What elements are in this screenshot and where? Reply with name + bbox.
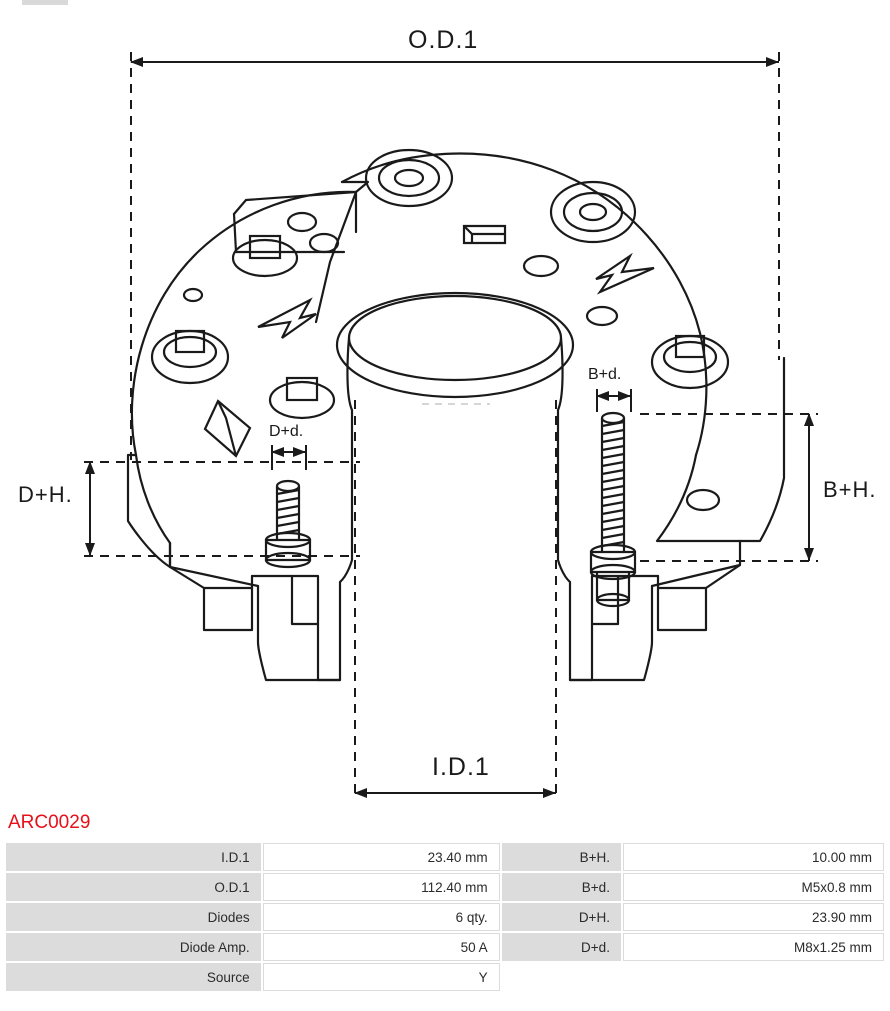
dimension-label-id1: I.D.1	[432, 753, 490, 781]
dimension-label-d-d: D+d.	[269, 423, 304, 440]
spec-label-od1: O.D.1	[6, 873, 261, 901]
spec-label-diode-amp: Diode Amp.	[6, 933, 261, 961]
spec-label-diodes: Diodes	[6, 903, 261, 931]
spec-label-source: Source	[6, 963, 261, 991]
dimension-label-od1: O.D.1	[408, 26, 479, 54]
dimension-label-b-d: B+d.	[588, 366, 622, 383]
spec-value-od1: 112.40 mm	[263, 873, 500, 901]
spec-empty-cell-1	[502, 963, 621, 991]
face-screw-heads	[164, 236, 716, 418]
spec-value-bd: M5x0.8 mm	[623, 873, 884, 901]
spec-label-bh: B+H.	[502, 843, 621, 871]
specifications-table	[4, 841, 886, 993]
spec-value-dd: M8x1.25 mm	[623, 933, 884, 961]
spec-value-source: Y	[263, 963, 500, 991]
part-number: ARC0029	[8, 812, 91, 833]
terminal-stud-left	[266, 481, 310, 567]
spec-table-body	[6, 843, 884, 991]
spec-value-diodes: 6 qty.	[263, 903, 500, 931]
spec-label-dd: D+d.	[502, 933, 621, 961]
table-row	[6, 933, 884, 961]
spec-value-dh: 23.90 mm	[623, 903, 884, 931]
surface-markings	[205, 226, 654, 456]
table-row	[6, 843, 884, 871]
table-row	[6, 963, 884, 991]
spec-label-dh: D+H.	[502, 903, 621, 931]
dimension-label-b-h: B+H.	[823, 477, 877, 502]
spec-value-diode-amp: 50 A	[263, 933, 500, 961]
spec-label-bd: B+d.	[502, 873, 621, 901]
dimension-label-d-h: D+H.	[18, 482, 73, 507]
spec-value-id1: 23.40 mm	[263, 843, 500, 871]
table-row	[6, 903, 884, 931]
spec-value-bh: 10.00 mm	[623, 843, 884, 871]
spec-label-id1: I.D.1	[6, 843, 261, 871]
table-row	[6, 873, 884, 901]
spec-empty-cell-2	[623, 963, 884, 991]
dimension-lines	[84, 52, 818, 800]
